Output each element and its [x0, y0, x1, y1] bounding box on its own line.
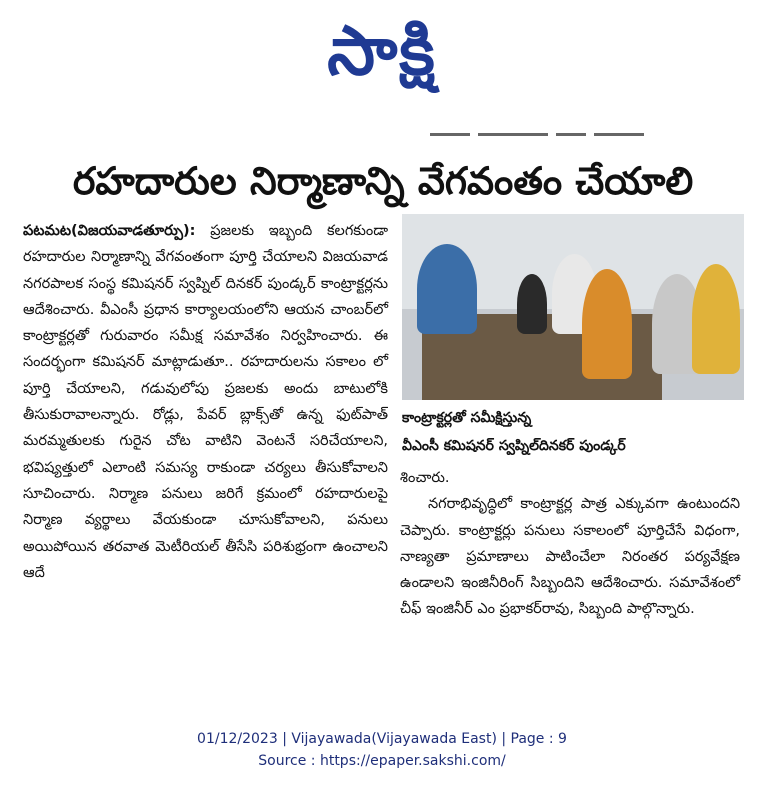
article-left-column: [23, 218, 388, 586]
scan-artifact-line: [430, 124, 685, 132]
body-text-left: ప్రజలకు ఇబ్బంది కలగకుండా రహదారుల నిర్మాణాన్ని వేగవంతంగా పూర్తి చేయాలని విజయవాడ నగరపాలక సంస్థ కమిషనర్ స్వప్నిల్ దినకర్ పుండ్కర్ కాంట్రాక్టర్లను ఆదేశించారు. వీఎంసీ ప్రధాన కార్యాలయంలోని ఆయన చాంబర్‌లో కాంట్రాక్టర్లతో గురువారం సమీక్ష సమావేశం నిర్వహించారు. ఈ సందర్భంగా కమిషనర్ మాట్లాడుతూ.. రహదారులను సకాలం లో పూర్తి చేయాలని, గడువులోపు ప్రజలకు అందు బాటులోకి తీసుకురావాలన్నారు. రోడ్లు, పేవర్ బ్లాక్స్‌తో ఉన్న ఫుట్‌పాత్ మరమ్మతులకు గురైన చోట వాటిని వెంటనే సరిచేయాలని, భవిష్యత్తులో ఎలాంటి సమస్య రాకుండా చర్యలు తీసుకోవాలని సూచించారు. నిర్మాణ పనులు జరిగే క్రమంలో రహదారులపై నిర్మాణ వ్యర్థాలు వేయకుండా చూసుకోవాలని, పనులు అయిపోయిన తరవాత మెటీరియల్ తీసేసి పరిశుభ్రంగా ఉంచాలని ఆదే: [23, 223, 389, 581]
article-right-column: [400, 465, 740, 623]
footer-date-edition: 01/12/2023 | Vijayawada(Vijayawada East) | Page : 9: [197, 731, 567, 747]
newspaper-logo: సాక్షి: [327, 12, 437, 91]
body-text-right-1: శించారు.: [400, 470, 450, 486]
dateline: పటమట(విజయవాడతూర్పు):: [23, 223, 196, 239]
article-photo: [402, 214, 744, 400]
caption-line-1: కాంట్రాక్టర్లతో సమీక్షిస్తున్న: [402, 410, 532, 426]
footer-source: Source : https://epaper.sakshi.com/: [258, 753, 506, 769]
article-body-left: [23, 218, 388, 586]
article-headline: రహదారుల నిర్మాణాన్ని వేగవంతం చేయాలి: [72, 159, 694, 203]
body-text-right-2: నగరాభివృద్ధిలో కాంట్రాక్టర్ల పాత్ర ఎక్కువగా ఉంటుందని చెప్పారు. కాంట్రాక్టర్లు పనులు సకాలంలో పూర్తిచేసే విధంగా, నాణ్యతా ప్రమాణాలు పాటించేలా నిరంతర పర్యవేక్షణ ఉండాలని ఇంజినీరింగ్ సిబ్బందిని ఆదేశించారు. సమావేశంలో చీఫ్ ఇంజినీర్ ఎం ప్రభాకర్‌రావు, సిబ్బంది పాల్గొన్నారు.: [400, 496, 740, 618]
caption-line-2: వీఎంసీ కమిషనర్ స్వప్నిల్‌దినకర్ పుండ్కర్: [402, 438, 626, 454]
photo-caption: [402, 404, 744, 460]
masthead: [0, 0, 764, 100]
